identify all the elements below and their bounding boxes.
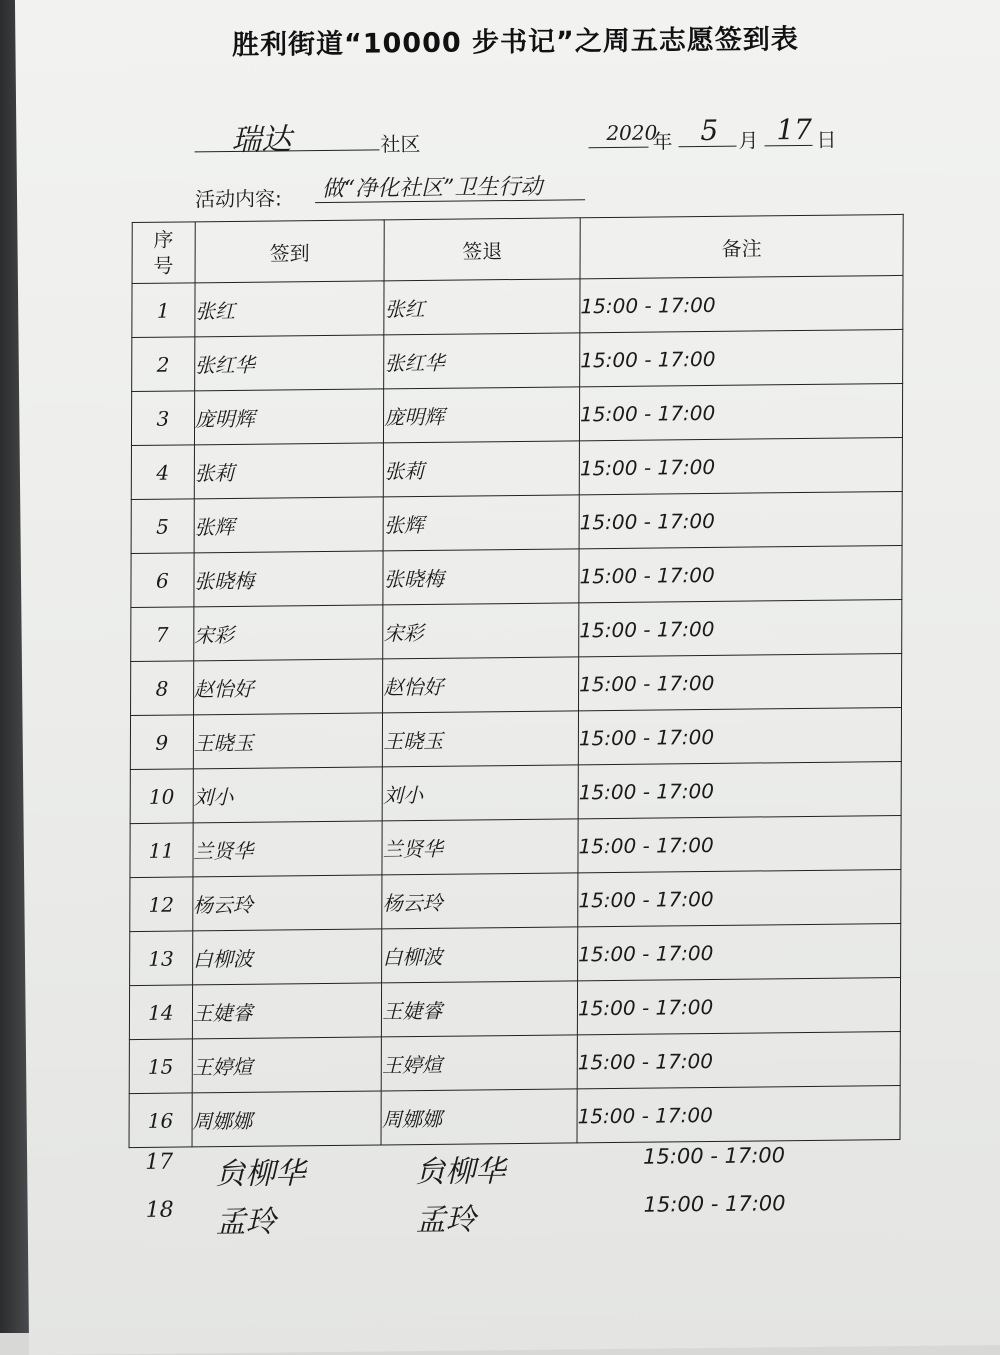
sign-in-signature: 贠柳华 [215, 1156, 306, 1193]
table-row [129, 978, 900, 1040]
sign-in-signature: 兰贤华 [193, 821, 383, 877]
sign-in-signature: 刘小 [193, 767, 383, 823]
date-day-value: 17 [776, 112, 813, 147]
sign-in-signature: 庞明辉 [194, 389, 384, 445]
table-row [131, 491, 902, 553]
time-note: 15:00 - 17:00 [578, 923, 901, 980]
sign-in-signature: 张莉 [194, 443, 384, 499]
sign-out-signature: 张辉 [383, 495, 579, 551]
col-header-sign-out: 签退 [384, 218, 580, 281]
sign-in-signature: 周娜娜 [192, 1091, 382, 1147]
row-number: 1 [132, 283, 195, 338]
sign-out-signature: 周娜娜 [381, 1089, 577, 1145]
time-note: 15:00 - 17:00 [579, 545, 902, 602]
date-month-value: 5 [700, 113, 719, 148]
sign-out-signature: 张莉 [384, 441, 580, 497]
sheet-title: 胜利街道“10000 步书记”之周五志愿签到表 [231, 24, 799, 61]
row-number: 7 [131, 607, 194, 662]
row-number: 4 [131, 445, 194, 500]
sign-in-signature: 张红华 [194, 335, 384, 391]
row-number: 11 [130, 823, 193, 878]
sign-out-signature: 贠柳华 [415, 1154, 506, 1191]
community-value: 瑞达 [231, 122, 292, 158]
row-number: 2 [132, 337, 195, 392]
sign-out-signature: 白柳波 [382, 927, 578, 983]
sign-in-signature: 赵怡好 [193, 659, 383, 715]
table-row [132, 275, 903, 337]
table-row [130, 815, 901, 877]
sign-in-signature: 宋彩 [193, 605, 383, 661]
sign-in-sheet [15, 0, 1000, 1355]
activity-label: 活动内容: [194, 186, 282, 212]
community-label: 社区 [380, 131, 421, 157]
extra-row [135, 1184, 907, 1242]
time-note: 15:00 - 17:00 [577, 1032, 900, 1089]
sign-in-signature: 王晓玉 [193, 713, 383, 769]
col-header-note: 备注 [580, 214, 903, 278]
time-note: 15:00 - 17:00 [579, 599, 902, 656]
col-header-sign-in: 签到 [195, 220, 385, 283]
activity-value: 做“净化社区”卫生行动 [321, 174, 543, 203]
year-underline [589, 147, 649, 149]
row-number: 6 [131, 553, 194, 608]
time-note: 15:00 - 17:00 [579, 491, 902, 548]
sign-out-signature: 庞明辉 [384, 387, 580, 443]
sign-out-signature: 张晓梅 [383, 549, 579, 605]
sign-in-signature: 白柳波 [192, 929, 382, 985]
sign-in-signature: 王婕睿 [192, 983, 382, 1039]
table-row [130, 707, 901, 769]
row-number: 13 [130, 931, 193, 986]
table-row [132, 329, 903, 391]
sign-out-signature: 赵怡好 [383, 657, 579, 713]
row-number: 12 [130, 877, 193, 932]
table-row [129, 1032, 900, 1094]
sign-in-signature: 张晓梅 [194, 551, 384, 607]
time-note: 15:00 - 17:00 [580, 275, 903, 332]
sign-in-signature: 张辉 [194, 497, 384, 553]
date-year-value: 2020 [606, 120, 658, 146]
row-number: 10 [130, 769, 193, 824]
date-year-label: 年 [652, 129, 673, 154]
row-number: 9 [130, 715, 193, 770]
col-header-number: 序号 [132, 222, 195, 284]
sign-out-signature: 王晓玉 [383, 711, 579, 767]
table-row [130, 869, 901, 931]
row-number: 17 [145, 1149, 174, 1175]
table-row [131, 437, 902, 499]
sign-in-signature: 杨云玲 [192, 875, 382, 931]
time-note: 15:00 - 17:00 [579, 437, 902, 494]
sign-in-signature: 王婷煊 [192, 1037, 382, 1093]
row-number: 8 [131, 661, 194, 716]
time-note: 15:00 - 17:00 [579, 653, 902, 710]
time-note: 15:00 - 17:00 [578, 761, 901, 818]
sign-out-signature: 刘小 [383, 765, 579, 821]
sign-out-signature: 兰贤华 [382, 819, 578, 875]
sign-in-table [129, 214, 904, 1148]
table-row [131, 599, 902, 661]
table-row [130, 761, 901, 823]
time-note: 15:00 - 17:00 [580, 329, 903, 386]
row-number: 14 [129, 985, 192, 1040]
time-note: 15:00 - 17:00 [577, 1086, 900, 1143]
row-number: 18 [145, 1197, 174, 1223]
time-note: 15:00 - 17:00 [578, 815, 901, 872]
row-number: 16 [129, 1093, 192, 1148]
time-note: 15:00 - 17:00 [643, 1191, 786, 1217]
sign-out-signature: 张红华 [384, 333, 580, 389]
table-row [131, 653, 902, 715]
time-note: 15:00 - 17:00 [577, 978, 900, 1035]
row-number: 5 [131, 499, 194, 554]
row-number: 3 [131, 391, 194, 446]
sign-out-signature: 张红 [384, 279, 580, 335]
sign-out-signature: 宋彩 [383, 603, 579, 659]
sign-out-signature: 王婕睿 [382, 981, 578, 1037]
time-note: 15:00 - 17:00 [578, 707, 901, 764]
row-number: 15 [129, 1039, 192, 1094]
table-row [131, 383, 902, 445]
time-note: 15:00 - 17:00 [642, 1143, 786, 1169]
sign-out-signature: 孟玲 [415, 1202, 476, 1239]
table-row [130, 923, 901, 985]
sign-in-signature: 张红 [195, 281, 385, 337]
sign-out-signature: 杨云玲 [382, 873, 578, 929]
time-note: 15:00 - 17:00 [579, 383, 902, 440]
date-day-label: 日 [816, 127, 837, 152]
table-header-row [132, 214, 903, 283]
date-month-label: 月 [738, 128, 759, 153]
time-note: 15:00 - 17:00 [578, 869, 901, 926]
sign-in-signature: 孟玲 [215, 1204, 276, 1241]
sign-out-signature: 王婷煊 [382, 1035, 578, 1091]
table-row [131, 545, 902, 607]
